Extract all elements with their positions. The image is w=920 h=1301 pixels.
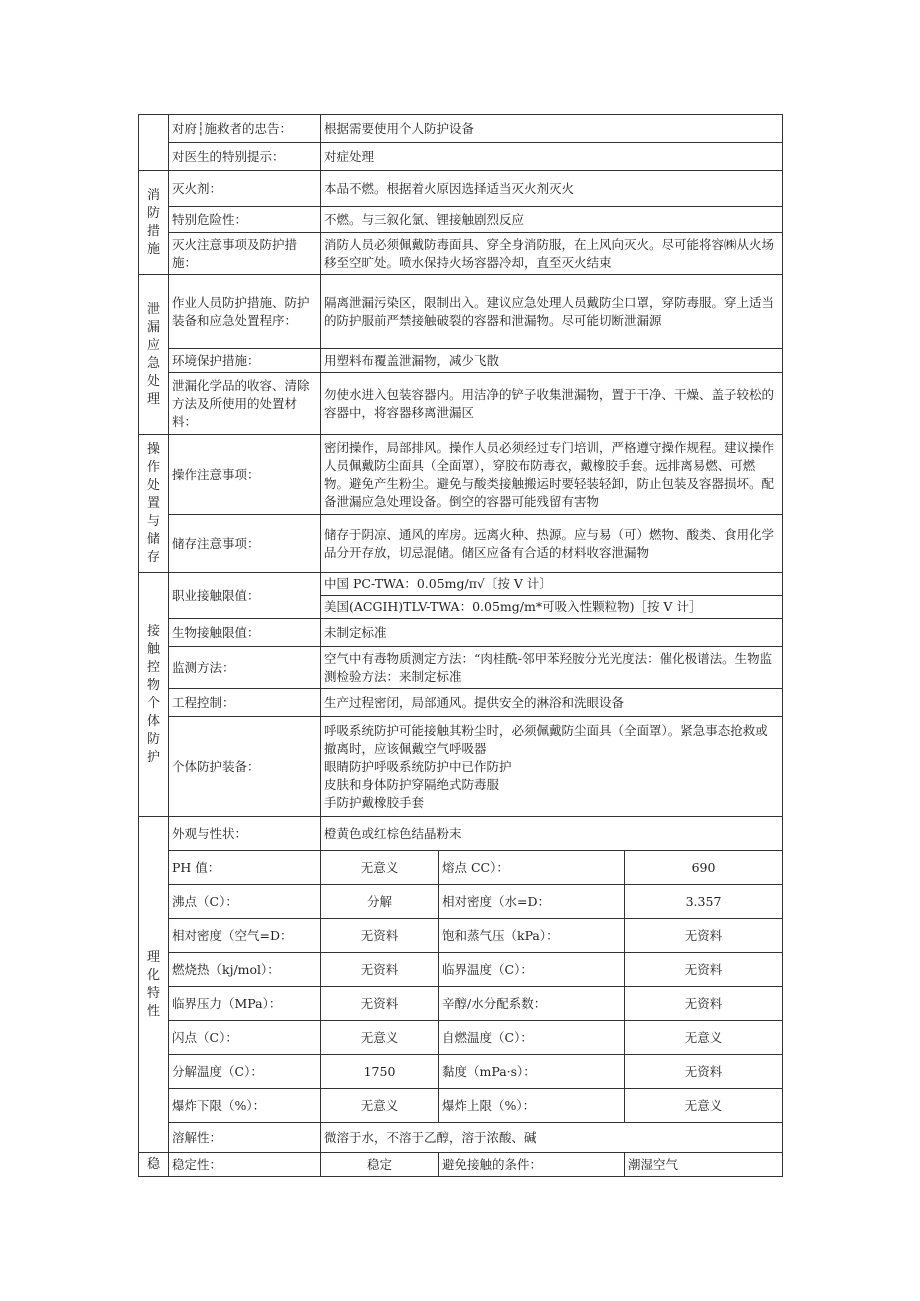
oel-value-acgih: 美国(ACGIH)TLV-TWA：0.05mg/m*可吸入性颗粒物)［按 V 计］	[321, 596, 783, 619]
section-handling	[139, 435, 169, 573]
oel-value-china: 中国 PC-TWA：0.05mg/π√〔按 V 计〕	[321, 573, 783, 596]
prop-value: 690	[625, 851, 783, 885]
prop-label: 爆炸上限（%）：	[439, 1089, 625, 1123]
section-exposure	[139, 573, 169, 817]
doctor-note-value: 对症处理	[321, 143, 783, 171]
firefighting-notes-label: 灭火注意事项及防护措施：	[169, 233, 321, 275]
rescuer-advice-label: 对府┆施救者的忠告：	[169, 115, 321, 143]
prop-value: 无资料	[625, 987, 783, 1021]
rescuer-advice-value: 根据需要使用个人防护设备	[321, 115, 783, 143]
prop-label: 沸点（C）：	[169, 885, 321, 919]
ppe-respiratory: 呼吸系统防护可能接触其粉尘时，必须佩戴防尘面具（全面罩）。紧急事态抢救或撤离时，应该佩戴空气呼吸器	[324, 722, 768, 756]
ppe-hand: 手防护戴橡胶手套	[324, 794, 425, 810]
storage-notes-value: 储存于阴凉、通风的库房。远离火种、热源。应与易（可）燃物、酸类、食用化学品分开存放，切忌混储。储区应备有合适的材料收容泄漏物	[321, 515, 783, 573]
stability-value: 稳定	[321, 1153, 439, 1177]
ppe-label: 个体防护装备：	[169, 717, 321, 817]
stability-label: 稳定性：	[169, 1153, 321, 1177]
extinguishing-agent-value: 本品不燃。根据着火原因选择适当灭火剂灭火	[321, 171, 783, 207]
ppe-skin: 皮肤和身体防护穿隔绝式防毒服	[324, 776, 500, 792]
section-physchem-label: 理化特性	[147, 949, 161, 1019]
solubility-value: 微溶于水，不溶于乙醇，溶于浓酸、碱	[321, 1123, 783, 1153]
extinguishing-agent-label: 灭火剂：	[169, 171, 321, 207]
prop-value: 无意义	[321, 1089, 439, 1123]
appearance-label: 外观与性状：	[169, 817, 321, 851]
ppe-value	[321, 717, 783, 817]
prop-label: 燃烧热（kj/mol）：	[169, 953, 321, 987]
prop-label: 爆炸下限（%）：	[169, 1089, 321, 1123]
prop-value: 无意义	[625, 1021, 783, 1055]
prop-value: 3.357	[625, 885, 783, 919]
fire-hazard-label: 特别危险性：	[169, 207, 321, 233]
bio-limit-label: 生物接触限值：	[169, 619, 321, 647]
prop-label: 临界温度（C）：	[439, 953, 625, 987]
section-fire-label: 消防措施	[147, 187, 161, 257]
monitoring-method-label: 监测方法：	[169, 647, 321, 689]
prop-value: 无意义	[625, 1089, 783, 1123]
prop-value: 分解	[321, 885, 439, 919]
handling-notes-label: 操作注意事项：	[169, 435, 321, 515]
prop-label: 黏度（mPa·s）：	[439, 1055, 625, 1089]
monitoring-method-value: 空气中有毒物质测定方法：“肉桂酰-邻甲苯羟胺分光光度法：催化极谱法。生物监测检验方法：来制定标准	[321, 647, 783, 689]
personal-precautions-label: 作业人员防护措施、防护装备和应急处置程序：	[169, 275, 321, 349]
section-stability: 稳	[139, 1153, 169, 1177]
prop-label: 饱和蒸气压（kPa）：	[439, 919, 625, 953]
section-physchem	[139, 817, 169, 1153]
storage-notes-label: 储存注意事项：	[169, 515, 321, 573]
prop-value: 无资料	[321, 919, 439, 953]
prop-value: 无资料	[625, 1055, 783, 1089]
doctor-note-label: 对医生的特别提示：	[169, 143, 321, 171]
cleanup-methods-value: 勿使水进入包装容器内。用洁净的铲子收集泄漏物，置于干净、干燥、盖子较松的容器中，将容器移离泄漏区	[321, 373, 783, 435]
prop-value: 无资料	[321, 953, 439, 987]
prop-value: 无意义	[321, 851, 439, 885]
prop-label: PH 值：	[169, 851, 321, 885]
prop-label: 相对密度（空气=D：	[169, 919, 321, 953]
engineering-control-value: 生产过程密闭，局部通风。提供安全的淋浴和洗眼设备	[321, 689, 783, 717]
firefighting-notes-value: 消防人员必须佩戴防毒面具、穿全身消防服，在上风向灭火。尽可能将容㈱从火场移至空旷处。喷水保持火场容器冷却，直至灭火结束	[321, 233, 783, 275]
environmental-precautions-value: 用塑料布覆盖泄漏物，减少飞散	[321, 349, 783, 373]
fire-hazard-value: 不燃。与三叙化氯、锂接触剧烈反应	[321, 207, 783, 233]
cleanup-methods-label: 泄漏化学品的收容、清除方法及所使用的处置材料：	[169, 373, 321, 435]
prop-label: 分解温度（C）：	[169, 1055, 321, 1089]
prop-value: 无意义	[321, 1021, 439, 1055]
engineering-control-label: 工程控制：	[169, 689, 321, 717]
msds-table	[138, 114, 783, 1177]
section-firstaid-cont	[139, 115, 169, 171]
section-exposure-label: 接触控物个体防护	[147, 623, 161, 765]
prop-value: 无资料	[625, 919, 783, 953]
oel-label: 职业接触限值：	[169, 573, 321, 619]
prop-label: 临界压力（MPa）：	[169, 987, 321, 1021]
prop-label: 自燃温度（C）：	[439, 1021, 625, 1055]
section-leak	[139, 275, 169, 435]
section-handling-label: 操作处置与储存	[147, 441, 161, 565]
avoid-conditions-value: 潮湿空气	[625, 1153, 783, 1177]
prop-value: 1750	[321, 1055, 439, 1089]
personal-precautions-value: 隔离泄漏污染区，限制出入。建议应急处理人员戴防尘口罩，穿防毒服。穿上适当的防护服前严禁接触破裂的容器和泄漏物。尽可能切断泄漏源	[321, 275, 783, 349]
section-fire	[139, 171, 169, 275]
prop-value: 无资料	[321, 987, 439, 1021]
appearance-value: 橙黄色或红棕色结晶粉末	[321, 817, 783, 851]
prop-label: 相对密度（水=D：	[439, 885, 625, 919]
prop-label: 辛醇/水分配系数：	[439, 987, 625, 1021]
avoid-conditions-label: 避免接触的条件：	[439, 1153, 625, 1177]
handling-notes-value: 密闭操作，局部排风。操作人员必须经过专门培训，严格遵守操作规程。建议操作人员佩戴防尘面具（全面罩），穿胶布防毒衣，戴橡胶手套。远排离易燃、可燃物。避免产生粉尘。避免与酸类接触搬运时要轻装轻卸，防止包装及容器损坏。配备泄漏应急处理设备。倒空的容器可能残留有害物	[321, 435, 783, 515]
environmental-precautions-label: 环境保护措施：	[169, 349, 321, 373]
prop-value: 无资料	[625, 953, 783, 987]
bio-limit-value: 未制定标准	[321, 619, 783, 647]
prop-label: 熔点 CC）：	[439, 851, 625, 885]
solubility-label: 溶解性：	[169, 1123, 321, 1153]
ppe-eye: 眼睛防护呼吸系统防护中已作防护	[324, 758, 512, 774]
prop-label: 闪点（C）：	[169, 1021, 321, 1055]
section-leak-label: 泄漏应急处理	[147, 301, 161, 407]
